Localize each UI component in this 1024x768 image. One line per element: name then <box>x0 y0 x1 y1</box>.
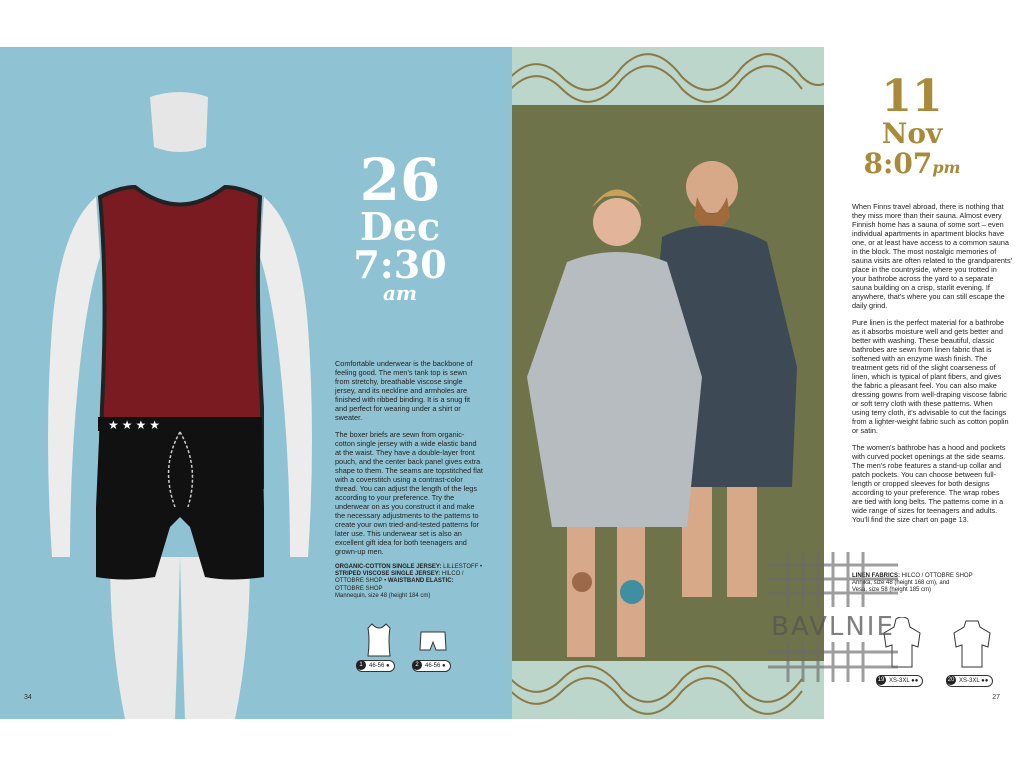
right-page <box>512 47 1024 719</box>
date-month: Nov <box>881 117 943 150</box>
credit-label: STRIPED VISCOSE SINGLE JERSEY: <box>335 571 441 578</box>
left-body-text <box>335 359 483 600</box>
page-number-left: 34 <box>24 694 32 701</box>
pattern-tank-top <box>352 622 402 672</box>
right-date <box>852 71 972 180</box>
model-size: Annika, size 48 (height 168 cm), and <box>852 580 950 587</box>
model-size: Vesa, size 58 (height 185 cm) <box>852 587 932 594</box>
left-pattern-icons <box>352 622 462 672</box>
fabric-credit <box>335 564 483 600</box>
page-number-right: 27 <box>992 694 1000 701</box>
watermark-text: BAVLNIE <box>771 612 895 642</box>
pattern-boxer-briefs <box>408 622 458 672</box>
credit-label: LINEN FABRICS: <box>852 573 900 579</box>
svg-text:★ ★ ★ ★: ★ ★ ★ ★ <box>108 418 161 432</box>
credit-value: OTTOBRE SHOP <box>335 585 383 592</box>
collar-robe-icon <box>950 617 994 671</box>
credit-value: LILLESTOFF • <box>441 564 483 570</box>
pattern-collar-robe <box>942 617 1002 687</box>
credit-value: HILCO / OTTOBRE SHOP • <box>335 571 464 585</box>
date-time: 7:30 <box>353 242 447 287</box>
credit-label: ORGANIC-COTTON SINGLE JERSEY: <box>335 564 442 570</box>
bavlnie-watermark <box>758 547 908 687</box>
paragraph: The women's bathrobe has a hood and pockets with curved pocket openings at the side seams. The men's robe features a stand-up collar and patch pockets. You can choose between full-length or cropped sleeves for both designs according to your preference. The wrap robes are tied with long belts. The patterns come in a wide range of sizes for teenagers and adults. You'll find the size chart on page 13. <box>852 443 1006 524</box>
credit-value: HILCO / OTTOBRE SHOP <box>900 573 973 579</box>
magazine-spread <box>0 47 1024 719</box>
date-time: 8:07pm <box>863 147 961 180</box>
pattern-badge: 2 46-56 ● <box>412 660 451 672</box>
tank-top-icon <box>364 622 394 658</box>
boxer-briefs-icon <box>418 628 448 664</box>
date-ampm: pm <box>932 158 961 177</box>
pattern-badge: 20 XS-3XL ●● <box>946 675 993 687</box>
mannequin-photo <box>30 87 330 719</box>
boxer-briefs <box>96 417 264 580</box>
mannequin-size: Mannequin, size 48 (height 184 cm) <box>335 592 431 599</box>
right-body-text <box>852 202 1012 532</box>
date-day: 26 <box>359 146 441 214</box>
paragraph: When Finns travel abroad, there is nothing that they miss more than their sauna. Almost every Finnish home has a sauna of some sort – even individual apartments in apartment blocks have one, or at least have access to a common sauna in the block. The most nostalgic memories of sauna visits are often related to the grandparents' place in the countryside, where you trotted in your bathrobe across the yard to a separate sauna building on a crisp, starlit evening. If anywhere, that's where you can still escape the daily grind. <box>852 202 1012 310</box>
date-month: Dec <box>359 204 441 249</box>
left-page <box>0 47 512 719</box>
pattern-badge: 1 46-56 ● <box>356 660 395 672</box>
paragraph: Comfortable underwear is the backbone of feeling good. The men's tank top is sewn from stretchy, breathable viscose single jersey, and its neckline and armholes are finished with ribbed binding. It is a snug fit and perfect for wearing under a shirt or sweater. <box>335 359 473 422</box>
paragraph: Pure linen is the perfect material for a bathrobe as it absorbs moisture well and gets better and better with washing. These beautiful, classic bathrobes are sewn from linen fabric that is softened with an enzyme wash finish. The treatment gets rid of the slight coarseness of linen, which is typical of plant fibers, and gives the fabric a pleasant feel. You can also make dressing gowns from well-draping viscose fabric or soft terry cloth with these patterns. When using terry cloth, it's advisable to cut the facings from a lighter-weight fabric such as cotton poplin or satin. <box>852 318 1009 435</box>
paragraph: The boxer briefs are sewn from organic-cotton single jersey with a wide elastic band at the waist. They have a double-layer front pouch, and the center back panel gives extra shape to them. The seams are topstitched flat with a coverstitch using a contrast-color thread. You can adjust the length of the legs according to your preference. Try the underwear on as you construct it and make the necessary adjustments to the patterns to create your own tried-and-tested patterns for later use. This underwear set is also an excellent gift idea for both teenagers and grown-up men. <box>335 430 483 556</box>
left-date <box>340 146 460 305</box>
pattern-badge: 19 XS-3XL ●● <box>876 675 923 687</box>
date-ampm: am <box>382 281 418 305</box>
credit-label: WAISTBAND ELASTIC: <box>387 578 454 585</box>
date-day: 11 <box>881 71 943 122</box>
